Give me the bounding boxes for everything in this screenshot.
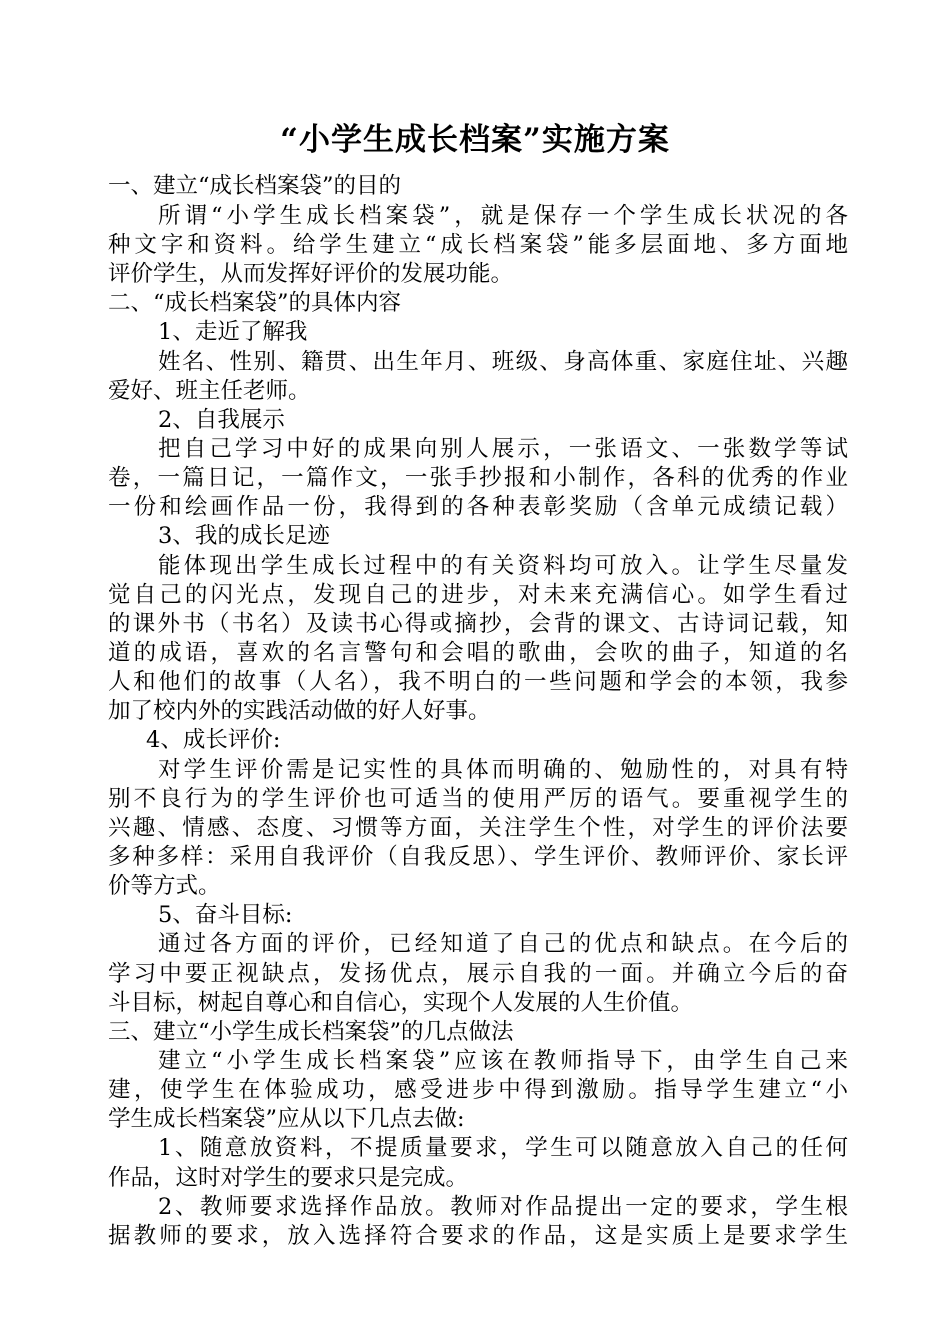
heading-section-3: 三、建立“小学生成长档案袋”的几点做法 <box>108 1019 514 1045</box>
paragraph-line: 种文字和资料。给学生建立“成长档案袋”能多层面地、多方面地 <box>108 232 848 258</box>
heading-section-2: 二、“成长档案袋”的具体内容 <box>108 290 402 316</box>
paragraph-line: 一份和绘画作品一份，我得到的各种表彰奖励（含单元成绩记载） <box>108 494 848 520</box>
subheading-4: 4、成长评价: <box>146 727 281 753</box>
subheading-2: 2、自我展示 <box>158 407 285 433</box>
paragraph-line: 价等方式。 <box>108 873 221 899</box>
paragraph-line: 觉自己的闪光点，发现自己的进步，对未来充满信心。如学生看过 <box>108 582 848 608</box>
paragraph-line: 建立“小学生成长档案袋”应该在教师指导下，由学生自己来 <box>158 1048 848 1074</box>
subheading-5: 5、奋斗目标: <box>158 902 293 928</box>
paragraph-line: 1、随意放资料，不提质量要求，学生可以随意放入自己的任何 <box>158 1135 848 1161</box>
paragraph-line: 道的成语，喜欢的名言警句和会唱的歌曲，会吹的曲子，知道的名 <box>108 640 848 666</box>
paragraph-line: 卷，一篇日记，一篇作文，一张手抄报和小制作，各科的优秀的作业 <box>108 465 848 491</box>
paragraph-line: 多种多样：采用自我评价（自我反思）、学生评价、教师评价、家长评 <box>108 844 848 870</box>
paragraph-line: 作品，这时对学生的要求只是完成。 <box>108 1165 469 1191</box>
paragraph-line: 姓名、性别、籍贯、出生年月、班级、身高体重、家庭住址、兴趣 <box>158 349 848 375</box>
subheading-3: 3、我的成长足迹 <box>158 523 330 549</box>
paragraph-line: 对学生评价需是记实性的具体而明确的、勉励性的，对具有特 <box>158 757 848 783</box>
paragraph-line: 的课外书（书名）及读书心得或摘抄，会背的课文、古诗词记载，知 <box>108 611 848 637</box>
paragraph-line: 兴趣、情感、态度、习惯等方面，关注学生个性，对学生的评价法要 <box>108 815 848 841</box>
paragraph-line: 通过各方面的评价，已经知道了自己的优点和缺点。在今后的 <box>158 931 848 957</box>
paragraph-line: 爱好、班主任老师。 <box>108 378 311 404</box>
paragraph-line: 斗目标，树起自尊心和自信心，实现个人发展的人生价值。 <box>108 990 694 1016</box>
subheading-1: 1、走近了解我 <box>158 319 308 345</box>
paragraph-line: 建，使学生在体验成功，感受进步中得到激励。指导学生建立“小 <box>108 1077 848 1103</box>
paragraph-line: 评价学生，从而发挥好评价的发展功能。 <box>108 261 514 287</box>
paragraph-line: 所谓“小学生成长档案袋”，就是保存一个学生成长状况的各 <box>158 203 848 229</box>
document-title: “小学生成长档案”实施方案 <box>280 122 670 158</box>
paragraph-line: 学习中要正视缺点，发扬优点，展示自我的一面。并确立今后的奋 <box>108 961 848 987</box>
heading-section-1: 一、建立“成长档案袋”的目的 <box>108 173 402 199</box>
paragraph-line: 据教师的要求，放入选择符合要求的作品，这是实质上是要求学生 <box>108 1223 848 1249</box>
paragraph-line: 学生成长档案袋”应从以下几点去做: <box>108 1106 465 1132</box>
paragraph-line: 人和他们的故事（人名），我不明白的一些问题和学会的本领，我参 <box>108 669 848 695</box>
paragraph-line: 能体现出学生成长过程中的有关资料均可放入。让学生尽量发 <box>158 553 848 579</box>
paragraph-line: 别不良行为的学生评价也可适当的使用严厉的语气。要重视学生的 <box>108 786 848 812</box>
paragraph-line: 把自己学习中好的成果向别人展示，一张语文、一张数学等试 <box>158 436 848 462</box>
paragraph-line: 2、教师要求选择作品放。教师对作品提出一定的要求，学生根 <box>158 1194 848 1220</box>
paragraph-line: 加了校内外的实践活动做的好人好事。 <box>108 698 491 724</box>
